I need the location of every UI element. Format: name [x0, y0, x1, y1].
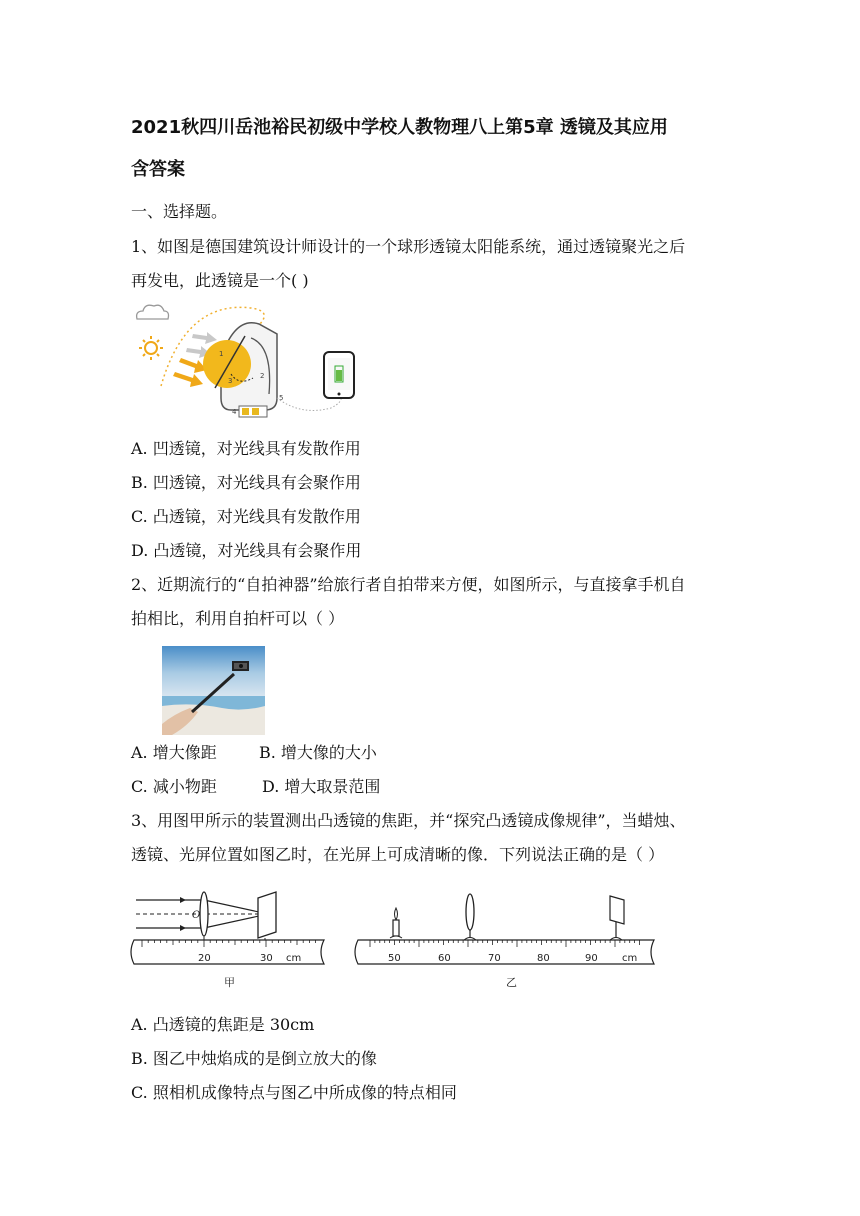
q1-option-c: C. 凸透镜，对光线具有发散作用 — [131, 507, 361, 526]
q2-option-a: A. 增大像距 — [131, 743, 217, 762]
q1-solar-lens-figure — [131, 298, 361, 426]
convex-lens-yi — [466, 894, 474, 930]
cloud-icon — [137, 305, 169, 319]
figure-label-5: 5 — [279, 394, 284, 402]
q1-stem-line-1: 1、如图是德国建筑设计师设计的一个球形透镜太阳能系统，通过透镜聚光之后 — [131, 237, 686, 256]
q3-stem-line-2: 透镜、光屏位置如图乙时，在光屏上可成清晰的像．下列说法正确的是（ ） — [131, 845, 665, 864]
q2-option-b: B. 增大像的大小 — [259, 743, 377, 762]
figure-label-2: 2 — [260, 372, 265, 380]
figure-caption-jia: 甲 — [224, 976, 235, 989]
light-screen-yi — [610, 896, 624, 924]
q3-option-b: B. 图乙中烛焰成的是倒立放大的像 — [131, 1049, 377, 1068]
q3-figure-yi — [352, 884, 662, 994]
q2-stem-line-1: 2、近期流行的“自拍神器”给旅行者自拍带来方便，如图所示，与直接拿手机自 — [131, 575, 686, 594]
q2-option-c: C. 减小物距 — [131, 777, 217, 796]
tick-label-80: 80 — [537, 953, 550, 964]
q3-option-a: A. 凸透镜的焦距是 30cm — [131, 1015, 315, 1034]
q3-figure-jia — [128, 884, 328, 994]
figure-label-3: 3 — [228, 377, 233, 385]
unit-label-cm-jia: cm — [286, 953, 302, 964]
sunlight-arrow-icons — [173, 358, 207, 387]
q1-option-a: A. 凹透镜，对光线具有发散作用 — [131, 439, 361, 458]
tick-label-50: 50 — [388, 953, 401, 964]
figure-label-4: 4 — [232, 408, 237, 416]
light-screen-jia — [258, 892, 276, 938]
q1-option-b: B. 凹透镜，对光线具有会聚作用 — [131, 473, 361, 492]
q2-selfie-stick-photo — [162, 646, 265, 735]
tick-label-20: 20 — [198, 953, 211, 964]
tick-label-30: 30 — [260, 953, 273, 964]
convex-lens-jia — [200, 892, 208, 936]
tick-label-90: 90 — [585, 953, 598, 964]
tick-label-60: 60 — [438, 953, 451, 964]
page-title-line-2: 含答案 — [131, 159, 185, 180]
optical-center-label: O — [192, 910, 201, 921]
page-title-line-1: 2021秋四川岳池裕民初级中学校人教物理八上第5章 透镜及其应用 — [131, 117, 668, 138]
tick-label-70: 70 — [488, 953, 501, 964]
unit-label-cm-yi: cm — [622, 953, 638, 964]
smartphone-icon — [324, 352, 354, 398]
q1-option-d: D. 凸透镜，对光线具有会聚作用 — [131, 541, 362, 560]
lens-sphere — [203, 340, 251, 388]
q3-stem-line-1: 3、用图甲所示的装置测出凸透镜的焦距，并“探究凸透镜成像规律”，当蜡烛、 — [131, 811, 686, 830]
sun-icon — [139, 336, 163, 360]
q1-stem-line-2: 再发电，此透镜是一个( ) — [131, 271, 309, 290]
q3-option-c: C. 照相机成像特点与图乙中所成像的特点相同 — [131, 1083, 457, 1102]
q2-stem-line-2: 拍相比，利用自拍杆可以（ ） — [131, 609, 345, 628]
battery-cell-icon — [242, 408, 249, 415]
candle-icon — [390, 908, 402, 938]
figure-caption-yi: 乙 — [506, 976, 517, 989]
figure-label-1: 1 — [219, 350, 224, 358]
section-heading: 一、选择题。 — [131, 202, 228, 221]
q2-option-d: D. 增大取景范围 — [262, 777, 381, 796]
